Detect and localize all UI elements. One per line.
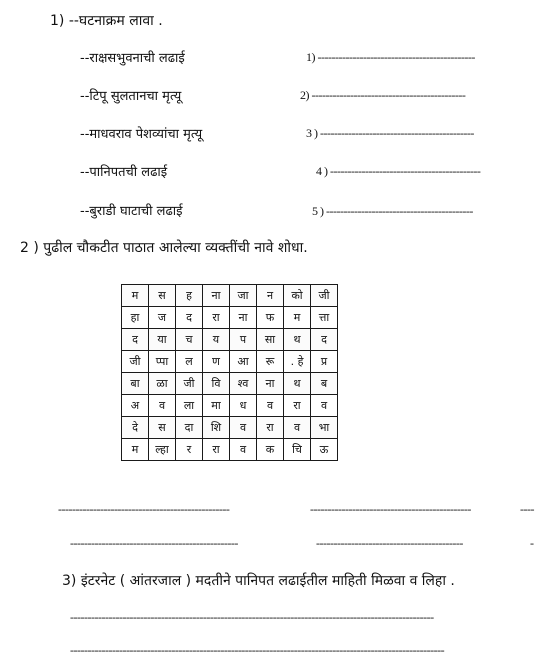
grid-cell: जी [176,373,203,395]
grid-cell: दा [176,417,203,439]
q2-answer-line-5: ------------------------------------------ [316,536,463,550]
grid-cell: रा [257,417,284,439]
question-3-title: 3) इंटरनेट ( आंतरजाल ) मदतीने पानिपत लढाईतील माहिती मिळवा व लिहा . [62,573,455,589]
question-2-title: 2 ) पुढील चौकटीत पाठात आलेल्या व्यक्तींची नावे शोधा. [20,240,308,256]
q3-answer-line-2: ----------------------------------------------------------------------------------------------------------- [70,643,445,657]
grid-cell: ह [176,285,203,307]
grid-cell: . हे [284,351,311,373]
grid-cell: फ [257,307,284,329]
grid-cell: ळा [149,373,176,395]
grid-cell: या [149,329,176,351]
grid-cell: व [149,395,176,417]
grid-cell: द [176,307,203,329]
grid-cell: व [284,417,311,439]
grid-cell: ध [230,395,257,417]
q1-item-2-label: --टिपू सुलतानचा मृत्यू [80,89,182,104]
grid-row [122,395,338,417]
grid-cell: चि [284,439,311,461]
q1-item-3-answer-line: 3 ) -------------------------------------------- [306,126,474,140]
q1-item-2-answer-line: 2) -------------------------------------------- [300,88,466,102]
grid-cell: बा [122,373,149,395]
grid-cell: को [284,285,311,307]
grid-cell: र [176,439,203,461]
grid-row [122,329,338,351]
grid-cell: ना [203,285,230,307]
grid-cell: शि [203,417,230,439]
grid-cell: रा [284,395,311,417]
q2-answer-line-2: ---------------------------------------------- [310,502,471,516]
grid-cell: थ [284,373,311,395]
grid-cell: सा [257,329,284,351]
grid-cell: ण [203,351,230,373]
q1-item-4-answer-line: 4 ) ------------------------------------------- [316,164,481,178]
grid-cell: ब [311,373,338,395]
grid-cell: ज [149,307,176,329]
grid-cell: ऊ [311,439,338,461]
grid-row [122,439,338,461]
grid-cell: ला [176,395,203,417]
grid-cell: आ [230,351,257,373]
q1-item-3-label: --माधवराव पेशव्यांचा मृत्यू [80,127,203,142]
grid-cell: म [122,439,149,461]
grid-cell: ना [230,307,257,329]
grid-cell: श्व [230,373,257,395]
grid-cell: रू [257,351,284,373]
grid-cell: अ [122,395,149,417]
q2-answer-line-6: - [530,536,534,550]
grid-cell: प्पा [149,351,176,373]
word-search-grid [121,284,338,461]
grid-cell: क [257,439,284,461]
grid-cell: रा [203,439,230,461]
grid-cell: भा [311,417,338,439]
grid-cell: स [149,285,176,307]
grid-cell: म [122,285,149,307]
grid-cell: थ [284,329,311,351]
grid-cell: रा [203,307,230,329]
grid-cell: द [122,329,149,351]
grid-cell: जा [230,285,257,307]
grid-cell: ल्हा [149,439,176,461]
grid-cell: ल [176,351,203,373]
grid-cell: त्ता [311,307,338,329]
grid-cell: जी [122,351,149,373]
q2-answer-line-4: ------------------------------------------------ [70,536,238,550]
grid-cell: हा [122,307,149,329]
grid-cell: य [203,329,230,351]
grid-cell: प्र [311,351,338,373]
grid-cell: स [149,417,176,439]
grid-cell: व [230,439,257,461]
grid-cell: व [230,417,257,439]
q1-item-5-answer-line: 5 ) ------------------------------------------ [312,204,473,218]
q1-item-1-label: --राक्षसभुवनाची लढाई [80,51,185,66]
grid-cell: च [176,329,203,351]
grid-cell: द [311,329,338,351]
grid-cell: व [257,395,284,417]
grid-cell: ना [257,373,284,395]
q2-answer-line-3: ---- [520,502,534,516]
grid-cell: व [311,395,338,417]
grid-cell: दे [122,417,149,439]
grid-cell: म [284,307,311,329]
grid-cell: मा [203,395,230,417]
grid-cell: न [257,285,284,307]
q3-answer-line-1: -------------------------------------------------------------------------------------------------------- [70,610,434,624]
q1-item-5-label: --बुराडी घाटाची लढाई [80,204,183,219]
question-1-title: 1) --घटनाक्रम लावा . [50,13,163,29]
grid-cell: जी [311,285,338,307]
q1-item-4-label: --पानिपतची लढाई [80,165,168,180]
grid-row [122,417,338,439]
grid-cell: वि [203,373,230,395]
grid-row [122,285,338,307]
grid-row [122,351,338,373]
q1-item-1-answer-line: 1) --------------------------------------------- [306,50,475,64]
grid-row [122,307,338,329]
q2-answer-line-1: ------------------------------------------------- [58,502,230,516]
grid-row [122,373,338,395]
grid-cell: प [230,329,257,351]
